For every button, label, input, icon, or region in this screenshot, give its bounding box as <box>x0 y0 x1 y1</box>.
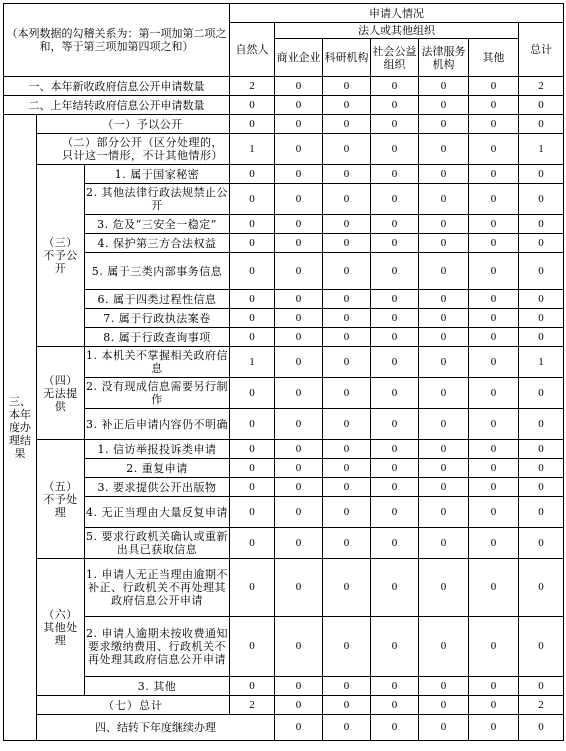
cell: 0 <box>419 115 469 134</box>
row-label: 1. 信访举报投诉类申请 <box>85 440 230 459</box>
disclosure-statistics-table <box>3 3 564 741</box>
row-results-total <box>4 696 564 715</box>
cell: 0 <box>371 715 419 741</box>
cell: 0 <box>371 77 419 96</box>
category-not-processed: （五）不予处理 <box>37 440 85 559</box>
header-note: （本列数据的勾稽关系为：第一项加第二项之和，等于第三项加第四项之和） <box>4 4 230 77</box>
cell: 0 <box>275 328 323 347</box>
row-not-processed <box>4 440 564 459</box>
cell: 1 <box>230 347 275 378</box>
cell: 0 <box>323 77 371 96</box>
cell: 0 <box>519 234 564 253</box>
row-not-disclosed <box>4 290 564 309</box>
row-label: （二）部分公开（区分处理的，只计这一情形，不计其他情形） <box>37 134 230 165</box>
cell: 0 <box>469 115 519 134</box>
cell: 2 <box>519 77 564 96</box>
cell: 0 <box>275 617 323 677</box>
cell: 0 <box>371 234 419 253</box>
cell: 0 <box>230 378 275 409</box>
cell: 0 <box>419 677 469 696</box>
cell: 0 <box>275 715 323 741</box>
cell: 0 <box>469 715 519 741</box>
header-applicant: 申请人情况 <box>230 4 564 23</box>
cell: 0 <box>323 234 371 253</box>
row-label: 1. 本机关不掌握相关政府信息 <box>85 347 230 378</box>
cell: 0 <box>371 290 419 309</box>
row-partially-disclosed <box>4 134 564 165</box>
row-label: 四、结转下年度继续办理 <box>37 715 275 741</box>
row-carried-over <box>4 96 564 115</box>
cell: 0 <box>230 409 275 440</box>
cell: 0 <box>275 115 323 134</box>
cell: 0 <box>419 497 469 528</box>
cell: 0 <box>469 184 519 215</box>
cell: 0 <box>419 559 469 617</box>
row-label: 3. 要求提供公开出版物 <box>85 478 230 497</box>
cell: 0 <box>519 290 564 309</box>
header-total: 总计 <box>519 23 564 77</box>
cell: 0 <box>323 617 371 677</box>
cell: 1 <box>519 134 564 165</box>
header-research: 科研机构 <box>323 39 371 77</box>
cell: 0 <box>419 696 469 715</box>
header-other: 其他 <box>469 39 519 77</box>
cell: 0 <box>371 677 419 696</box>
header-business: 商业企业 <box>275 39 323 77</box>
cell: 0 <box>519 253 564 290</box>
row-label: 6. 属于四类过程性信息 <box>85 290 230 309</box>
cell: 0 <box>275 440 323 459</box>
cell: 0 <box>419 96 469 115</box>
cell: 0 <box>230 497 275 528</box>
cell: 0 <box>371 328 419 347</box>
header-legal-group: 法人或其他组织 <box>275 23 519 39</box>
cell: 0 <box>519 559 564 617</box>
cell: 0 <box>230 290 275 309</box>
cell: 0 <box>469 528 519 559</box>
cell: 0 <box>371 559 419 617</box>
cell: 0 <box>275 478 323 497</box>
cell: 0 <box>371 309 419 328</box>
cell: 0 <box>419 715 469 741</box>
row-label: （七）总计 <box>37 696 230 715</box>
cell: 0 <box>419 77 469 96</box>
cell: 0 <box>419 328 469 347</box>
row-label: 4. 保护第三方合法权益 <box>85 234 230 253</box>
cell: 0 <box>323 715 371 741</box>
cell: 0 <box>275 215 323 234</box>
cell: 0 <box>230 459 275 478</box>
cell: 0 <box>230 528 275 559</box>
row-label: 4. 无正当理由大量反复申请 <box>85 497 230 528</box>
cell: 0 <box>419 165 469 184</box>
row-label: 二、上年结转政府信息公开申请数量 <box>4 96 230 115</box>
cell: 0 <box>275 497 323 528</box>
row-not-disclosed <box>4 165 564 184</box>
category-unable-to-provide: （四）无法提供 <box>37 347 85 440</box>
cell: 0 <box>275 165 323 184</box>
cell: 0 <box>323 184 371 215</box>
cell: 1 <box>519 347 564 378</box>
cell: 0 <box>419 347 469 378</box>
cell: 0 <box>323 309 371 328</box>
cell: 0 <box>469 96 519 115</box>
cell: 0 <box>419 459 469 478</box>
cell: 0 <box>230 234 275 253</box>
cell: 0 <box>371 378 419 409</box>
cell: 2 <box>519 696 564 715</box>
cell: 0 <box>275 677 323 696</box>
cell: 0 <box>323 328 371 347</box>
cell: 0 <box>469 347 519 378</box>
cell: 0 <box>419 617 469 677</box>
cell: 0 <box>419 528 469 559</box>
cell: 0 <box>469 478 519 497</box>
cell: 0 <box>230 328 275 347</box>
cell: 0 <box>230 677 275 696</box>
row-carry-forward <box>4 715 564 741</box>
row-unable-to-provide <box>4 347 564 378</box>
cell: 0 <box>469 409 519 440</box>
cell: 0 <box>371 478 419 497</box>
row-label: 5. 要求行政机关确认或重新出具已获取信息 <box>85 528 230 559</box>
row-unable-to-provide <box>4 409 564 440</box>
header-natural-person: 自然人 <box>230 23 275 77</box>
cell: 0 <box>469 559 519 617</box>
cell: 0 <box>469 77 519 96</box>
row-label: 1. 属于国家秘密 <box>85 165 230 184</box>
cell: 0 <box>469 497 519 528</box>
cell: 0 <box>519 378 564 409</box>
cell: 0 <box>519 677 564 696</box>
cell: 0 <box>275 77 323 96</box>
cell: 0 <box>230 96 275 115</box>
cell: 0 <box>419 378 469 409</box>
row-other-processing <box>4 559 564 617</box>
cell: 0 <box>275 234 323 253</box>
category-not-disclosed: （三）不予公开 <box>37 165 85 347</box>
cell: 0 <box>323 290 371 309</box>
cell: 0 <box>519 459 564 478</box>
row-not-processed <box>4 459 564 478</box>
cell: 0 <box>519 328 564 347</box>
category-other-processing: （六）其他处理 <box>37 559 85 696</box>
cell: 0 <box>371 617 419 677</box>
cell: 0 <box>275 409 323 440</box>
cell: 0 <box>419 184 469 215</box>
cell: 0 <box>469 459 519 478</box>
row-not-processed <box>4 478 564 497</box>
row-not-processed <box>4 497 564 528</box>
cell: 0 <box>469 309 519 328</box>
cell: 0 <box>275 378 323 409</box>
cell: 0 <box>419 234 469 253</box>
row-label: 一、本年新收政府信息公开申请数量 <box>4 77 230 96</box>
row-not-disclosed <box>4 309 564 328</box>
cell: 0 <box>371 459 419 478</box>
cell: 0 <box>469 440 519 459</box>
row-label: 3. 其他 <box>85 677 230 696</box>
cell: 0 <box>469 290 519 309</box>
cell: 0 <box>519 617 564 677</box>
cell: 0 <box>469 677 519 696</box>
cell: 0 <box>519 478 564 497</box>
row-label: （一）予以公开 <box>37 115 230 134</box>
row-label: 8. 属于行政查询事项 <box>85 328 230 347</box>
cell: 0 <box>419 309 469 328</box>
cell: 0 <box>469 696 519 715</box>
cell: 0 <box>519 409 564 440</box>
cell: 0 <box>230 440 275 459</box>
row-label: 2. 申请人逾期未按收费通知要求缴纳费用、行政机关不再处理其政府信息公开申请 <box>85 617 230 677</box>
cell: 0 <box>371 440 419 459</box>
cell: 0 <box>469 617 519 677</box>
cell: 0 <box>371 115 419 134</box>
cell: 0 <box>230 559 275 617</box>
row-other-processing <box>4 677 564 696</box>
row-not-processed <box>4 528 564 559</box>
cell: 0 <box>323 528 371 559</box>
cell: 0 <box>419 253 469 290</box>
cell: 0 <box>469 378 519 409</box>
row-label: 3. 补正后申请内容仍不明确 <box>85 409 230 440</box>
cell: 0 <box>519 165 564 184</box>
row-unable-to-provide <box>4 378 564 409</box>
cell: 0 <box>323 497 371 528</box>
cell: 0 <box>323 559 371 617</box>
cell: 0 <box>323 478 371 497</box>
cell: 0 <box>419 134 469 165</box>
cell: 0 <box>419 440 469 459</box>
cell: 0 <box>519 115 564 134</box>
cell: 0 <box>275 459 323 478</box>
row-label: 5. 属于三类内部事务信息 <box>85 253 230 290</box>
cell: 0 <box>230 309 275 328</box>
cell: 0 <box>371 696 419 715</box>
cell: 0 <box>519 528 564 559</box>
cell: 0 <box>419 215 469 234</box>
row-new-requests <box>4 77 564 96</box>
cell: 0 <box>371 134 419 165</box>
cell: 0 <box>323 165 371 184</box>
cell: 0 <box>275 184 323 215</box>
cell: 0 <box>371 409 419 440</box>
cell: 0 <box>275 696 323 715</box>
cell: 1 <box>230 134 275 165</box>
cell: 0 <box>230 115 275 134</box>
row-not-disclosed <box>4 215 564 234</box>
cell: 0 <box>323 134 371 165</box>
cell: 0 <box>519 184 564 215</box>
cell: 0 <box>323 677 371 696</box>
cell: 0 <box>323 459 371 478</box>
cell: 0 <box>469 253 519 290</box>
cell: 0 <box>275 96 323 115</box>
cell: 0 <box>323 253 371 290</box>
cell: 0 <box>469 134 519 165</box>
cell: 0 <box>275 309 323 328</box>
cell: 0 <box>323 378 371 409</box>
row-not-disclosed <box>4 253 564 290</box>
row-label: 1. 申请人无正当理由逾期不补正、行政机关不再处理其政府信息公开申请 <box>85 559 230 617</box>
cell: 0 <box>230 617 275 677</box>
cell: 0 <box>371 96 419 115</box>
cell: 0 <box>519 497 564 528</box>
cell: 0 <box>371 184 419 215</box>
row-not-disclosed <box>4 328 564 347</box>
cell: 0 <box>469 165 519 184</box>
cell: 0 <box>275 559 323 617</box>
row-not-disclosed <box>4 184 564 215</box>
header-legal-service: 法律服务机构 <box>419 39 469 77</box>
cell: 0 <box>323 409 371 440</box>
cell: 2 <box>230 696 275 715</box>
cell: 0 <box>323 347 371 378</box>
cell: 0 <box>230 165 275 184</box>
cell: 0 <box>323 96 371 115</box>
header-public-welfare: 社会公益组织 <box>371 39 419 77</box>
cell: 0 <box>371 165 419 184</box>
cell: 0 <box>519 96 564 115</box>
row-other-processing <box>4 617 564 677</box>
cell: 0 <box>371 347 419 378</box>
cell: 0 <box>519 440 564 459</box>
row-label: 7. 属于行政执法案卷 <box>85 309 230 328</box>
row-label: 2. 没有现成信息需要另行制作 <box>85 378 230 409</box>
row-disclosed <box>4 115 564 134</box>
cell: 0 <box>419 409 469 440</box>
row-not-disclosed <box>4 234 564 253</box>
cell: 0 <box>419 478 469 497</box>
cell: 0 <box>275 253 323 290</box>
cell: 0 <box>323 440 371 459</box>
cell: 0 <box>323 115 371 134</box>
cell: 0 <box>230 478 275 497</box>
cell: 2 <box>230 77 275 96</box>
cell: 0 <box>519 309 564 328</box>
cell: 0 <box>371 528 419 559</box>
cell: 0 <box>275 290 323 309</box>
cell: 0 <box>371 497 419 528</box>
cell: 0 <box>230 253 275 290</box>
cell: 0 <box>519 715 564 741</box>
cell: 0 <box>275 134 323 165</box>
cell: 0 <box>323 215 371 234</box>
row-label: 2. 重复申请 <box>85 459 230 478</box>
row-label: 3. 危及“三安全一稳定” <box>85 215 230 234</box>
section-results-label: 三、本年度办理结果 <box>4 115 37 741</box>
cell: 0 <box>469 234 519 253</box>
cell: 0 <box>323 696 371 715</box>
row-label: 2. 其他法律行政法规禁止公开 <box>85 184 230 215</box>
cell: 0 <box>230 184 275 215</box>
cell: 0 <box>230 215 275 234</box>
cell: 0 <box>371 215 419 234</box>
cell: 0 <box>419 290 469 309</box>
cell: 0 <box>275 528 323 559</box>
cell: 0 <box>469 215 519 234</box>
cell: 0 <box>519 215 564 234</box>
cell: 0 <box>275 347 323 378</box>
cell: 0 <box>371 253 419 290</box>
cell: 0 <box>469 328 519 347</box>
